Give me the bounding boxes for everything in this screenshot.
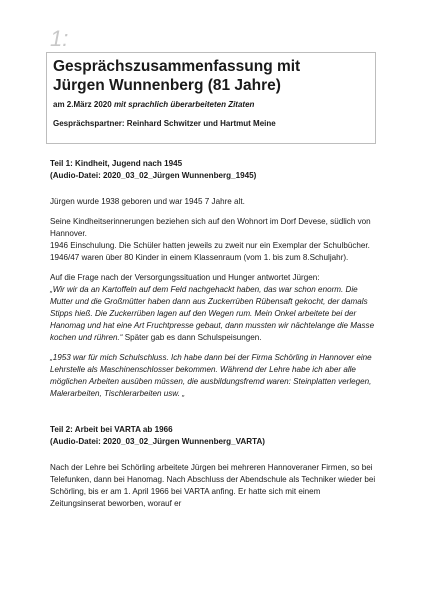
section-1-paragraph-3 xyxy=(50,272,376,344)
paragraph-2-part-a: Seine Kindheitserinnerungen beziehen sich auf den Wohnort im Dorf Devese, südlich von Hannover. xyxy=(50,217,371,238)
paragraph-2-part-b: 1946 Einschulung. Die Schüler hatten jeweils zu zweit nur ein Exemplar der Schulbücher. 1946/47 waren über 80 Kinder in einem Klassenraum (vom 1. bis zum 8.Schuljahr). xyxy=(50,241,370,262)
section-2-paragraph-1: Nach der Lehre bei Schörling arbeitete Jürgen bei mehreren Hannoveraner Firmen, so bei Telefunken, dann bei Hanomag. Nach Abschluss der Abendschule als Techniker wieder bei Schörling, bis er am 1. April 1966 bei VARTA anfing. Er hatte sich mit einem Zeitungsinserat beworben, worauf er xyxy=(50,463,376,508)
title-line-2: Jürgen Wunnenberg (81 Jahre) xyxy=(53,77,281,94)
section-2-title: Teil 2: Arbeit bei VARTA ab 1966 xyxy=(50,425,173,434)
section-2-heading xyxy=(50,424,376,448)
section-2-audio-file: (Audio-Datei: 2020_03_02_Jürgen Wunnenberg_VARTA) xyxy=(50,437,265,446)
section-1-heading xyxy=(50,158,376,182)
date-text: am 2.März 2020 xyxy=(53,100,112,109)
document-body xyxy=(50,158,376,518)
section-1-title: Teil 1: Kindheit, Jugend nach 1945 xyxy=(50,159,183,168)
date-note: mit sprachlich überarbeiteten Zitaten xyxy=(113,100,255,109)
section-1-audio-file: (Audio-Datei: 2020_03_02_Jürgen Wunnenberg_1945) xyxy=(50,171,257,180)
page-number: 1: xyxy=(50,26,69,51)
document-title xyxy=(53,57,369,95)
title-line-1: Gesprächszusammenfassung mit xyxy=(53,58,301,75)
paragraph-3-quote: „Wir wir da an Kartoffeln auf dem Feld nachgehackt haben, das war schon enorm. Die Mutter und die Großmütter haben dann aus Zuckerrüben Rübensaft gekocht, der damals Stipps hieß. Die Zuckerrüben lagen auf den Wegen rum. Mein Onkel arbeitete bei der Hanomag und hat eine Art Fruchtpresse gebaut, dann mussten wir nächtelange die Masse kochen und rühren.“ xyxy=(50,285,375,342)
conversation-partners: Gesprächspartner: Reinhard Schwitzer und Hartmut Meine xyxy=(53,119,276,128)
section-1-paragraph-1: Jürgen wurde 1938 geboren und war 1945 7 Jahre alt. xyxy=(50,197,245,206)
paragraph-3-intro: Auf die Frage nach der Versorgungssituation und Hunger antwortet Jürgen: xyxy=(50,273,320,282)
document-header xyxy=(46,52,376,144)
paragraph-3-outro: Später gab es dann Schulspeisungen. xyxy=(122,333,262,342)
document-date xyxy=(53,99,369,110)
section-1-paragraph-4: „1953 war für mich Schulschluss. Ich habe dann bei der Firma Schörling in Hannover eine Lehrstelle als Maschinenschlosser bekommen. Während der Lehre habe ich aber alle möglichen Arbeiten ausüben müssen, die ausbildungsfremd waren: Steinplatten verlegen, Malerarbeiten, Tischlerarbeiten usw. „ xyxy=(50,353,372,398)
section-1-paragraph-2 xyxy=(50,216,376,264)
